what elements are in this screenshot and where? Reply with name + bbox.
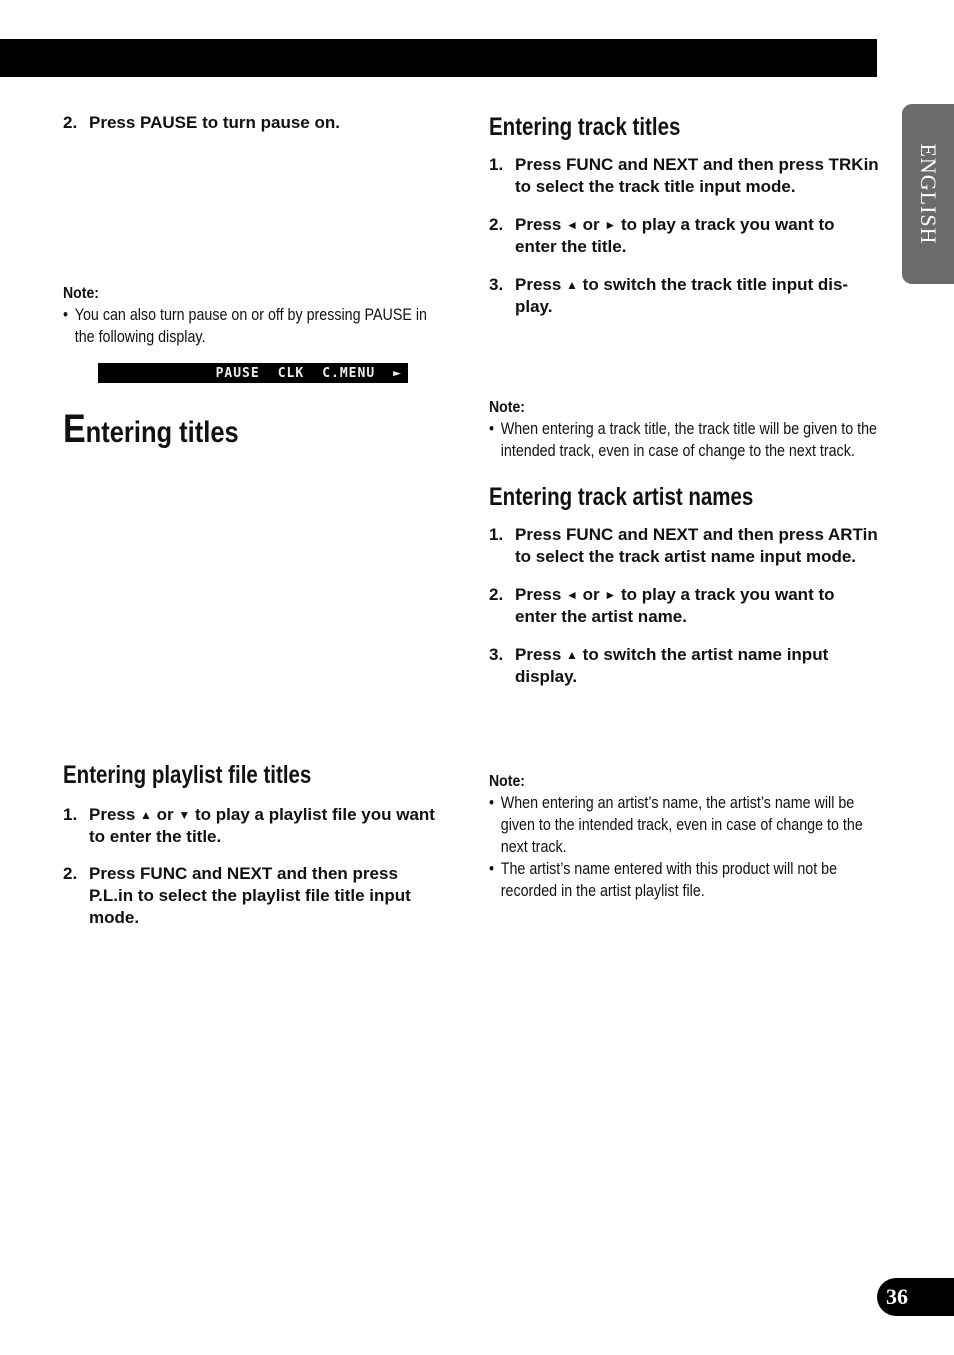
- up-arrow-icon: ▲: [566, 648, 578, 662]
- left-arrow-icon: ◄: [566, 218, 578, 232]
- track-step-2: 2. Press ◄ or ► to play a track you want to enter the title.: [489, 215, 835, 256]
- note-item: • The artist’s name entered with this product will not be recorded in the artist playlist file.: [489, 859, 838, 900]
- section-title: Entering titles: [63, 407, 239, 451]
- playlist-heading: Entering playlist file titles: [63, 761, 312, 789]
- lcd-clk-label: CLK: [277, 365, 305, 381]
- artist-heading: Entering track artist names: [489, 483, 754, 511]
- playlist-step-1: 1. Press ▲ or ▼ to play a playlist file you want to enter the title.: [63, 805, 435, 846]
- track-heading: Entering track titles: [489, 113, 681, 141]
- artist-step-1: 1. Press FUNC and NEXT and then press ARTin to select the track artist name input mode.: [489, 525, 878, 566]
- note-item: • When entering a track title, the track title will be given to the intended track, even in case of change to the next track.: [489, 419, 877, 460]
- header-bar: [0, 39, 877, 77]
- page-number: 36: [877, 1278, 954, 1316]
- language-tab-label: ENGLISH: [916, 143, 941, 245]
- left-arrow-icon: ◄: [566, 588, 578, 602]
- right-arrow-icon: ►: [604, 588, 617, 602]
- bullet: •: [489, 419, 495, 438]
- note-title: Note:: [63, 285, 99, 302]
- note-title: Note:: [489, 773, 525, 790]
- up-arrow-icon: ▲: [566, 278, 578, 292]
- step-text: Press PAUSE to turn pause on.: [89, 113, 340, 132]
- right-arrow-icon: ►: [604, 218, 617, 232]
- track-step-1: 1. Press FUNC and NEXT and then press TRKin to select the track title input mode.: [489, 155, 879, 196]
- left-column: [63, 112, 443, 929]
- note-item: • When entering an artist’s name, the artist’s name will be given to the intended track, even in case of change to the next track.: [489, 793, 863, 856]
- right-column: [489, 112, 879, 902]
- up-arrow-icon: ▲: [140, 808, 152, 822]
- down-arrow-icon: ▼: [178, 808, 191, 822]
- step-number: 2.: [63, 113, 78, 132]
- lcd-arrow-icon: ►: [393, 365, 402, 381]
- artist-step-3: 3. Press ▲ to switch the artist name input display.: [489, 645, 829, 686]
- language-tab: [902, 104, 954, 284]
- artist-step-2: 2. Press ◄ or ► to play a track you want to enter the artist name.: [489, 585, 835, 626]
- lcd-pause-label: PAUSE: [215, 365, 260, 381]
- track-step-3: 3. Press ▲ to switch the track title input dis-play.: [489, 275, 849, 316]
- pause-step: [63, 112, 443, 134]
- lcd-menu-label: C.MENU: [322, 365, 376, 381]
- bullet: •: [63, 305, 69, 324]
- bullet: •: [489, 793, 495, 812]
- bullet: •: [489, 859, 495, 878]
- note-item: • You can also turn pause on or off by pressing PAUSE in the following display.: [63, 305, 427, 346]
- playlist-step-2: 2. Press FUNC and NEXT and then press P.L.in to select the playlist file title input mode.: [63, 864, 411, 927]
- note-title: Note:: [489, 399, 525, 416]
- lcd-display: [98, 363, 408, 383]
